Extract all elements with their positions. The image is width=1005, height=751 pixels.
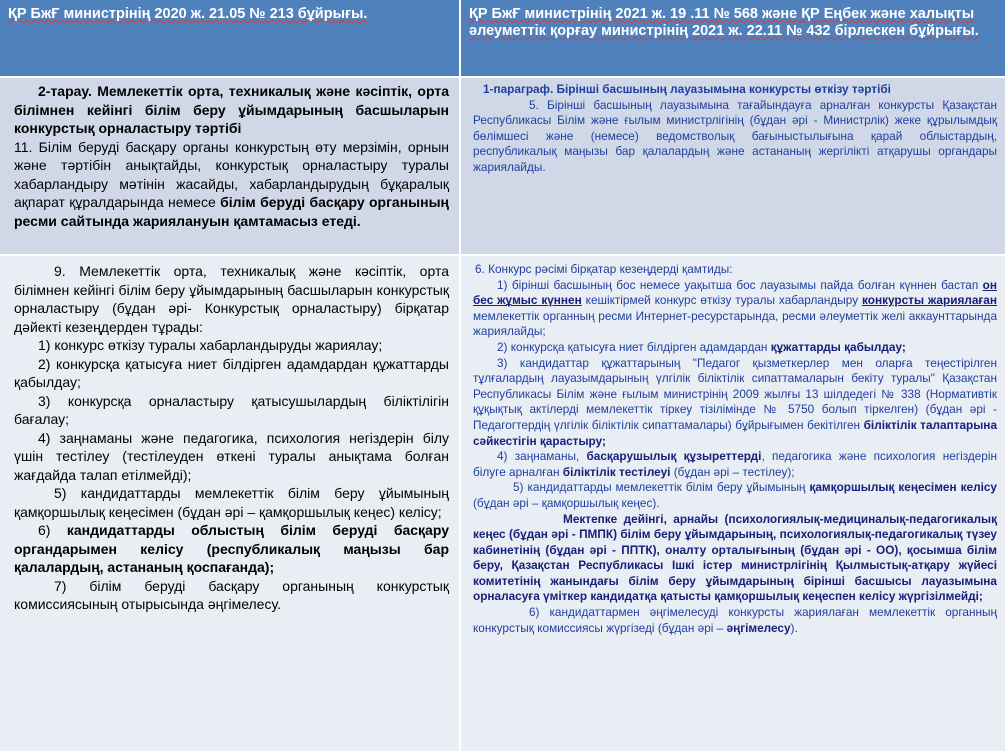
row2-left-cell bbox=[0, 256, 459, 751]
left-item-6: 6) кандидаттарды облыстың білім беруді басқару органдарымен келісу (республикалық маңызы бар қалалардың, астананың қоспағанда); bbox=[14, 522, 449, 575]
header-right-cell bbox=[461, 0, 1005, 76]
header-left-title: ҚР БжҒ министрінің 2020 ж. 21.05 № 213 бұйрығы. bbox=[8, 6, 368, 22]
section-title-left: 2-тарау. Мемлекеттік орта, техникалық және кәсіптік, орта білімнен кейінгі білім беру ұйымдарының басшыларын конкурстық орналастыру тәртібі bbox=[14, 83, 449, 136]
header-right-title: ҚР БжҒ министрінің 2021 ж. 19 .11 № 568 және ҚР Еңбек және халықты әлеуметтік қорғау министрінің 2021 ж. 22.11 № 432 бірлескен бұйрығы. bbox=[469, 6, 979, 39]
right-item-6: 6) кандидаттармен әңгімелесуді конкурсты жариялаған мемлекеттік органның конкурстық комиссиясы жүргізеді (бұдан әрі – әңгімелесу). bbox=[473, 605, 997, 635]
right-item-1: 1) бірінші басшының бос немесе уақытша бос лауазымы пайда болған күннен бастап он бес жұмыс күннен кешіктірмей конкурс өткізу туралы хабарландыру конкурсты жариялаған мемлекеттік органның ресми Интернет-ресурстарында, ресми әлеуметтік желі аккаунттарында жариялайды; bbox=[473, 277, 997, 339]
row-divider-1 bbox=[0, 76, 1005, 78]
paragraph-11: 11. Білім беруді басқару органы конкурстың өту мерзімін, орнын және тәртібін анықтайды, конкурстық орналастыру туралы хабарландыру мәтінін жасайды, хабарландырудың бұқаралық ақпарат құралдарында немесе білім беруді басқару органының ресми сайтында жариялануын қамтамасыз етеді. bbox=[14, 138, 449, 229]
right-item-4: 4) заңнаманы, басқарушылық құзыреттерді, педагогика және психология негіздерін білуге арналған біліктілік тестілеуі (бұдан әрі – тестілеу); bbox=[473, 449, 997, 479]
left-item-3: 3) конкурсқа орналастыру қатысушылардың біліктілігін бағалау; bbox=[14, 392, 449, 427]
header-left-cell bbox=[0, 0, 459, 76]
left-item-7: 7) білім беруді басқару органының конкурстық комиссиясының отырысында әңгімелесу. bbox=[14, 577, 449, 612]
row1-right-cell bbox=[461, 78, 1005, 254]
section-title-right: 1-параграф. Бірінші басшының лауазымына конкурсты өткізу тәртібі bbox=[483, 82, 891, 96]
row2-right-cell bbox=[461, 256, 1005, 751]
left-item-1: 1) конкурс өткізу туралы хабарландыруды жариялау; bbox=[38, 337, 383, 353]
left-item-2: 2) конкурсқа қатысуға ниет білдірген адамдардан құжаттарды қабылдау; bbox=[14, 355, 449, 390]
column-divider bbox=[459, 0, 461, 751]
left-item-5: 5) кандидаттарды мемлекеттік білім беру ұйымының қамқоршылық кеңесімен (бұдан әрі – қамқоршылық кеңес) келісу; bbox=[14, 485, 449, 520]
right-bold-paragraph: Мектепке дейінгі, арнайы (психологиялық-медициналық-педагогикалық кеңес (бұдан әрі - ПМПК) білім беру ұйымдарының, психологиялық-педагогикалық түзеу кабинетінің (бұдан әрі - ППТК), оналту орталығының (бұдан әрі - ОО), қосымша білім беру, Қазақстан Республикасы Ішкі істер министрлігінің Қылмыстық-атқару жүйесі комитетінің жанындағы білім беру ұйымдарының бірінші басшысы лауазымына орналасуға үміткер кандидатқа қатысты қамқоршылық кеңеспен келісу жүргізілмейді; bbox=[473, 511, 997, 604]
row1-left-cell bbox=[0, 78, 459, 254]
right-item-5: 5) кандидаттарды мемлекеттік білім беру ұйымының қамқоршылық кеңесімен келісу (бұдан әрі – қамқоршылық кеңес). bbox=[473, 480, 997, 510]
paragraph-6: 6. Конкурс рәсімі бірқатар кезеңдерді қамтиды: bbox=[475, 262, 733, 276]
left-item-4: 4) заңнаманы және педагогика, психология негіздерін білу үшін тестілеу (тестілеуден өткені туралы анықтама болған жағдайда талап етілмейді); bbox=[14, 429, 449, 483]
right-item-3: 3) кандидаттар құжаттарының "Педагог қызметкерлер мен оларға теңестірілген тұлғалардың лауазымдарының үлгілік біліктілік сипаттамаларын бекіту туралы" Қазақстан Республикасы Білім және ғылым министрінің 2009 жылғы 13 шілдедегі № 338 (Нормативтік құқықтық актілерді мемлекеттік тіркеу тізілімінде № 5750 болып тіркелген) (бұдан әрі - Педагогтердің үлгілік біліктілік сипаттамалары) бұйрығымен бекітілген біліктілік талаптарына сәйкестігін қарастыру; bbox=[473, 355, 997, 448]
right-item-2: 2) конкурсқа қатысуға ниет білдірген адамдардан құжаттарды қабылдау; bbox=[497, 339, 906, 354]
paragraph-9: 9. Мемлекеттік орта, техникалық және кәсіптік, орта білімнен кейінгі білім беру ұйымдарының басшыларын конкурстық орналастыру (бұдан әрі- Конкурстық орналастыру) бірқатар дәйекті кезеңдерден тұрады: bbox=[14, 263, 449, 335]
paragraph-5: 5. Бірінші басшының лауазымына тағайындауға арналған конкурсты Қазақстан Республикасы Білім және ғылым министрлігінің (бұдан әрі - Министрлік) жеке құрылымдық бөлімшесі және (немесе) ведомстволық бағыныстылығына қарай облыстардың, республикалық маңызы бар қалалардың және астананың жергілікті атқарушы органдары жариялайды. bbox=[473, 97, 997, 174]
row-divider-2 bbox=[0, 254, 1005, 256]
